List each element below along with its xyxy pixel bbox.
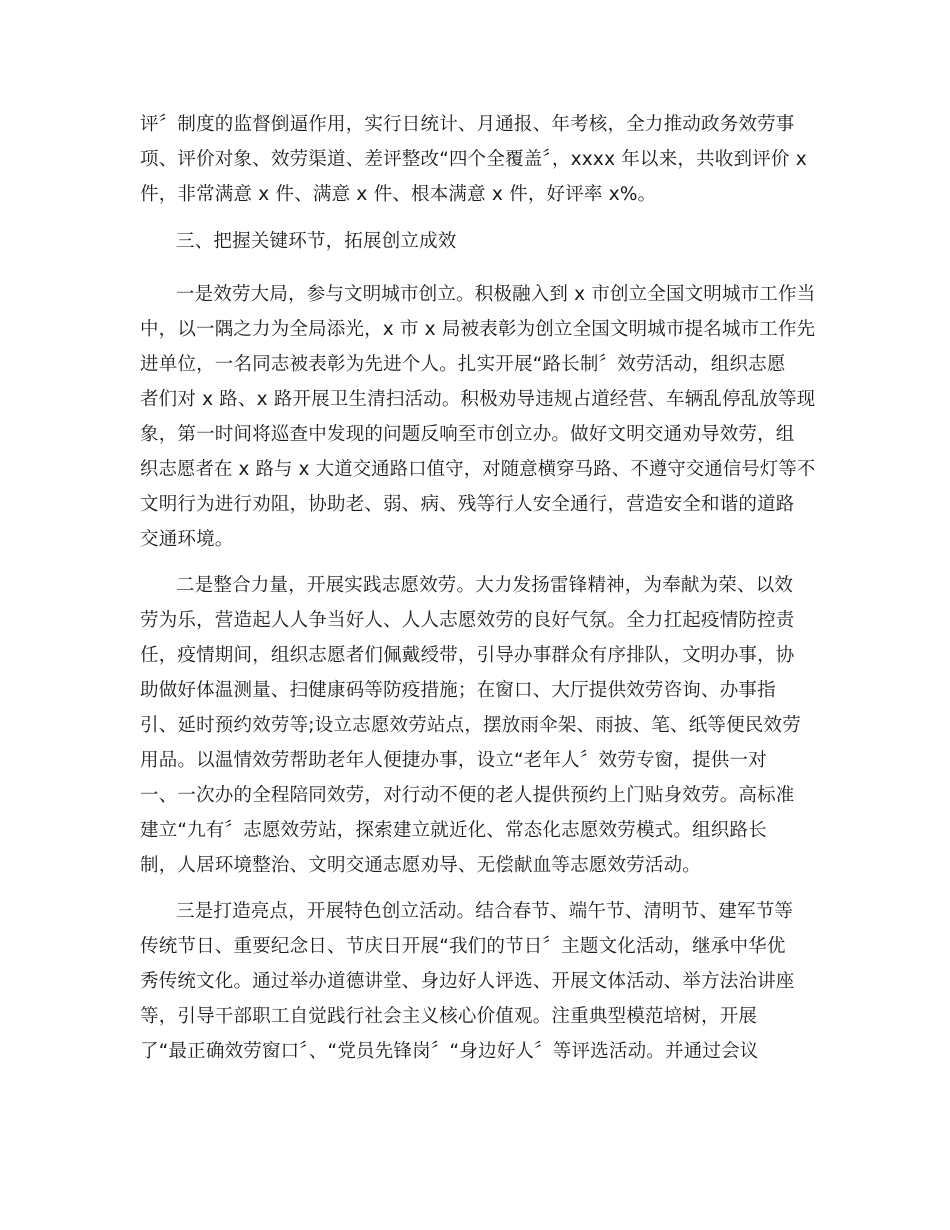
text-line: 评〞制度的监督倒逼作用，实行日统计、月通报、年考核，全力推动政务效劳事	[140, 114, 795, 135]
text-line: 一是效劳大局，参与文明城市创立。积极融入到 x 市创立全国文明城市工作当	[176, 284, 816, 305]
text-line: 织志愿者在 x 路与 x 大道交通路口值守，对随意横穿马路、不遵守交通信号灯等不	[140, 459, 816, 480]
section-heading: 三、把握关键环节，拓展创立成效	[176, 231, 457, 252]
text-line: 秀传统文化。通过举办道德讲堂、身边好人评选、开展文体活动、举方法治讲座	[140, 971, 795, 992]
text-line: 进单位，一名同志被表彰为先进个人。扎实开展“路长制〞效劳活动，组织志愿	[140, 354, 786, 375]
text-line: 劳为乐，营造起人人争当好人、人人志愿效劳的良好气氛。全力扛起疫情防控责	[140, 610, 795, 631]
text-line: 制，人居环境整治、文明交通志愿劝导、无偿献血等志愿效劳活动。	[140, 855, 702, 876]
text-line: 三是打造亮点，开展特色创立活动。结合春节、端午节、清明节、建军节等	[176, 901, 794, 922]
text-line: 引、延时预约效劳等;设立志愿效劳站点，摆放雨伞架、雨披、笔、纸等便民效劳	[140, 715, 801, 736]
text-line: 者们对 x 路、x 路开展卫生清扫活动。积极劝导违规占道经营、车辆乱停乱放等现	[140, 389, 816, 410]
text-line: 中，以一隅之力为全局添光，x 市 x 局被表彰为创立全国文明城市提名城市工作先	[140, 319, 816, 340]
text-line: 项、评价对象、效劳渠道、差评整改“四个全覆盖〞，xxxx 年以来，共收到评价 x	[140, 149, 807, 170]
text-line: 件，非常满意 x 件、满意 x 件、根本满意 x 件，好评率 x%。	[140, 184, 657, 205]
text-line: 传统节日、重要纪念日、节庆日开展“我们的节日〞主题文化活动，继承中华优	[140, 936, 786, 957]
text-line: 了“最正确效劳窗口〞、“党员先锋岗〞“身边好人〞等评选活动。并通过会议	[140, 1041, 759, 1062]
text-line: 任，疫情期间，组织志愿者们佩戴绶带，引导办事群众有序排队，文明办事，协	[140, 645, 795, 666]
text-line: 用品。以温情效劳帮助老年人便捷办事，设立“老年人〞效劳专窗，提供一对	[140, 750, 767, 771]
text-line: 象，第一时间将巡查中发现的问题反响至市创立办。做好文明交通劝导效劳，组	[140, 424, 795, 445]
text-line: 交通环境。	[140, 529, 234, 550]
text-line: 建立“九有〞志愿效劳站，探索建立就近化、常态化志愿效劳模式。组织路长	[140, 820, 767, 841]
text-line: 文明行为进行劝阻，协助老、弱、病、残等行人安全通行，营造安全和谐的道路	[140, 494, 795, 515]
text-line: 等，引导干部职工自觉践行社会主义核心价值观。注重典型模范培树，开展	[140, 1006, 758, 1027]
text-line: 一、一次办的全程陪同效劳，对行动不便的老人提供预约上门贴身效劳。高标准	[140, 785, 795, 806]
text-line: 二是整合力量，开展实践志愿效劳。大力发扬雷锋精神，为奉献为荣、以效	[176, 575, 794, 596]
text-line: 助做好体温测量、扫健康码等防疫措施；在窗口、大厅提供效劳咨询、办事指	[140, 680, 776, 701]
